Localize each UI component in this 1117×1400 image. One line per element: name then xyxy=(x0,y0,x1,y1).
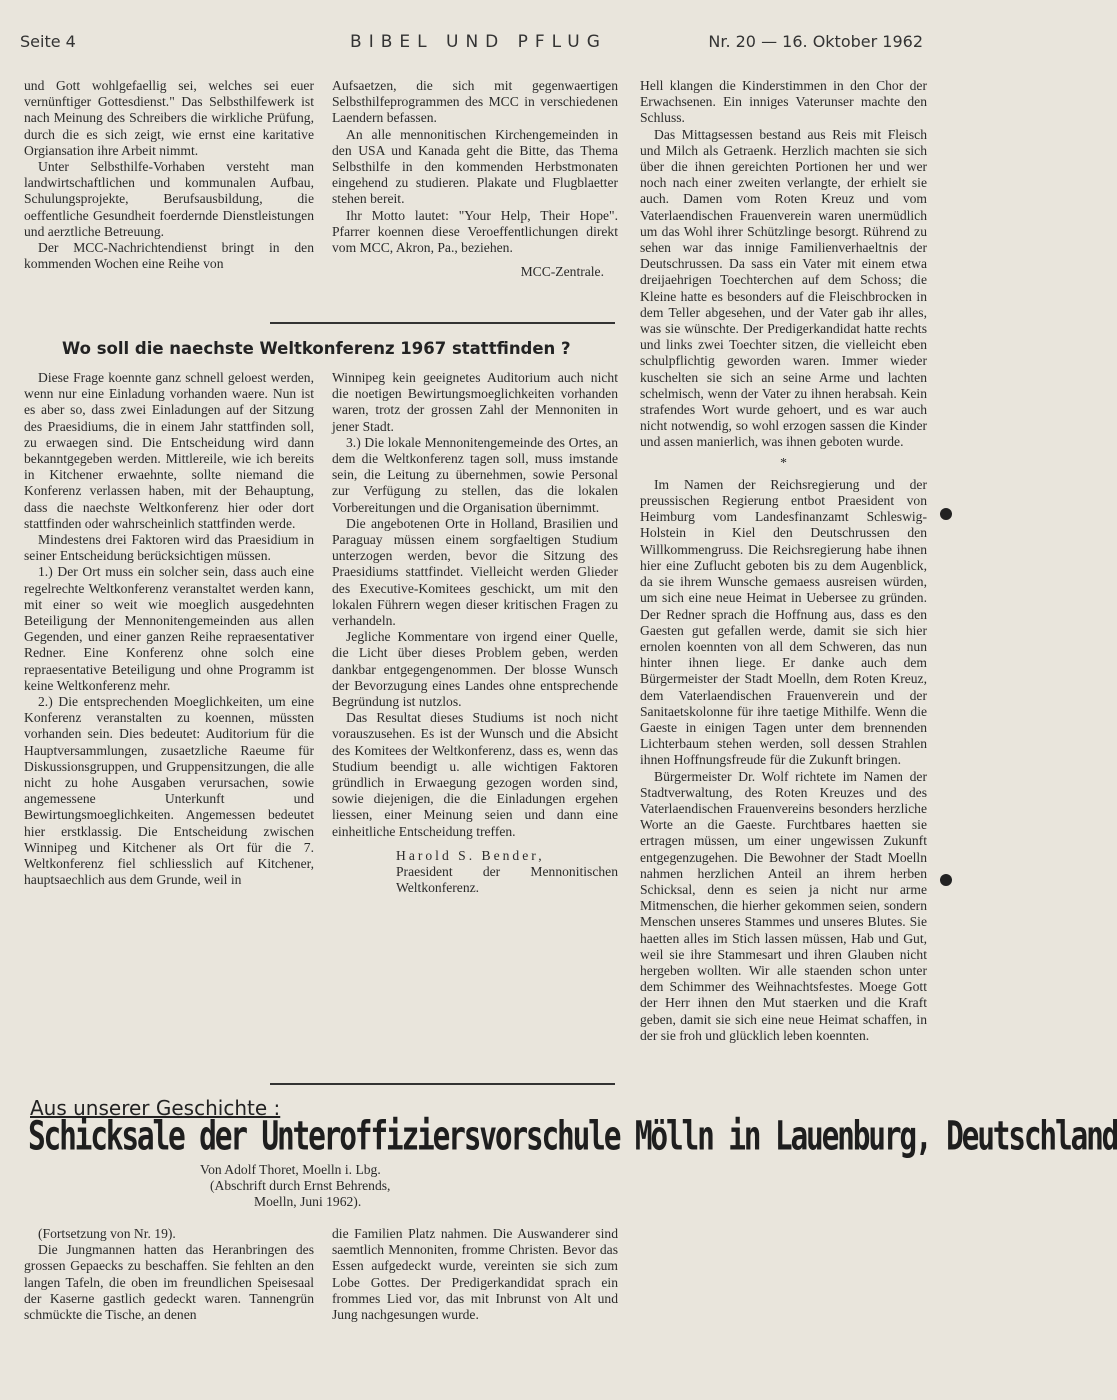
paragraph: Winnipeg kein geeignetes Auditorium auch nicht die noetigen Bewirtungsmoeglichkeiten vorhanden waren, trotz der grossen Zahl der Mennoniten in jener Stadt. xyxy=(332,370,618,434)
page-number: Seite 4 xyxy=(20,32,76,51)
article2-column-1 xyxy=(24,1226,314,1323)
right-column xyxy=(640,78,927,1044)
byline-line: Moelln, Juni 1962). xyxy=(254,1194,362,1209)
paragraph: Die Jungmannen hatten das Heranbringen des grossen Gepaecks zu beschaffen. Sie fehlten an den langen Tafeln, die oben im freundlichen Speisesaal der Kaserne gastlich gedeckt waren. Tannengrün schmückte die Tische, an denen xyxy=(24,1242,314,1323)
paragraph: Aufsaetzen, die sich mit gegenwaertigen Selbsthilfeprogrammen des MCC in verschiedenen Laendern befassen. xyxy=(332,78,618,126)
paragraph: (Fortsetzung von Nr. 19). xyxy=(38,1226,176,1241)
paragraph: Jegliche Kommentare von irgend einer Quelle, die Licht über dieses Problem geben, werden dankbar entgegengenommen. Der blosse Wunsch der Bevorzugung eines Landes ohne entsprechende Begründung ist nutzlos. xyxy=(332,629,618,710)
issue-date: Nr. 20 — 16. Oktober 1962 xyxy=(708,32,923,51)
paragraph: Bürgermeister Dr. Wolf richtete im Namen der Stadtverwaltung, des Roten Kreuzes und des Vaterlaendischen Frauenvereins besonders herzliche Worte an die Gaeste. Furchtbares haetten sie ertragen müssen, um einer ungewissen Zukunft entgegenzugehen. Die Bewohner der Stadt Moelln nahmen herzlichen Anteil an ihrem herben Schicksal, denn es seien ja nicht nur arme Mitmenschen, die hierher gekommen seien, sondern Menschen unseres Stammes und unseres Blutes. Sie haetten alles im Stich lassen müssen, Hab und Gut, weil sie ihre Stammesart und ihren Glauben nicht hergeben wollten. Wir alle staenden schon unter dem Schimmer des Weihnachtsfestes. Moege Gott der Herr ihnen den Mut staerken und die Kraft geben, damit sie sich eine neue Heimat schaffen, in der sie froh und glücklich leben koennten. xyxy=(640,768,927,1043)
paragraph: Unter Selbsthilfe-Vorhaben versteht man landwirtschaftlichen und kommunalen Aufbau, Schulungsprojekte, Berufsausbildung, die oeffentliche Gesundheit foerdernde Dienstleistungen und aerztliche Betreuung. xyxy=(24,159,314,239)
divider xyxy=(270,322,615,324)
top-column-1 xyxy=(24,78,314,272)
article1-column-2 xyxy=(332,370,618,897)
paragraph: Diese Frage koennte ganz schnell geloest werden, wenn nur eine Einladung vorhanden waere. Nun ist es aber so, dass zwei Einladungen auf der Sitzung des Praesidiums, die in einem Jahr stattfinden soll, zu erwaegen sind. Die Entscheidung wird dann bekanntgegeben werden. Mittlereile, wie ich bereits in Kitchener erwaehnte, sollte niemand die Konferenz verlassen haben, mit der Behauptung, dass die naechste Weltkonferenz hier oder dort stattfinden oder wahrscheinlich stattfinden werde. xyxy=(24,370,314,531)
paragraph: Das Resultat dieses Studiums ist noch nicht vorauszusehen. Es ist der Wunsch und die Absicht des Komitees der Weltkonferenz, dass es, wenn das Studium beendigt u. alle wichtigen Faktoren gründlich in Erwaegung gezogen worden sind, sowie diejenigen, die die Einladungen ergehen liessen, einer Meinung seien und dann eine einheitliche Entscheidung treffen. xyxy=(332,710,618,839)
author-role: Praesident der Mennonitischen Weltkonferenz. xyxy=(396,864,618,896)
paragraph: 2.) Die entsprechenden Moeglichkeiten, um eine Konferenz veranstalten zu koennen, müssten vorhanden sein. Dies bedeutet: Auditorium für die Hauptversammlungen, zusaetzliche Raeume für Diskussionsgruppen, und Gruppensitzungen, die alle nicht zu hohe Ausgaben verursachen, sowie angemessene Unterkunft und Bewirtungsmoeglichkeiten. Angemessen bedeutet hier erstklassig. Die Entscheidung zwischen Winnipeg und Kitchener als Ort für die 7. Weltkonferenz fiel schliesslich auf Kitchener, hauptsaechlich aus dem Grunde, weil in xyxy=(24,694,314,888)
binding-hole xyxy=(940,508,952,520)
newspaper-title: BIBEL UND PFLUG xyxy=(350,32,607,52)
byline-line: (Abschrift durch Ernst Behrends, xyxy=(210,1178,391,1193)
paragraph: Die angebotenen Orte in Holland, Brasilien und Paraguay müssen einem sorgfaeltigen Studium unterzogen werden, bevor die Sitzung des Praesidiums stattfindet. Vielleicht werden Glieder des Executive-Komitees geschickt, um mit den lokalen Führern wegen dieser kritischen Fragen zu verhandeln. xyxy=(332,515,618,629)
paragraph: Mindestens drei Faktoren wird das Praesidium in seiner Entscheidung berücksichtigen müssen. xyxy=(24,532,314,564)
paragraph: 3.) Die lokale Mennonitengemeinde des Ortes, an dem die Weltkonferenz tagen soll, muss imstande sein, die Leitung zu übernehmen, sowie Personal zur Verfügung zu stellen, das die lokalen Vorbereitungen und die Organisation übernimmt. xyxy=(332,434,618,515)
divider xyxy=(270,1083,615,1085)
author-name: Harold S. Bender, xyxy=(396,847,545,863)
paragraph: Hell klangen die Kinderstimmen in den Chor der Erwachsenen. Ein inniges Vaterunser machte den Schluss. xyxy=(640,78,927,126)
paragraph: die Familien Platz nahmen. Die Auswanderer sind saemtlich Mennoniten, fromme Christen. Bevor das Essen aufgedeckt wurde, vereinten sie sich zum Lobe Gottes. Der Predigerkandidat sprach ein frommes Lied vor, das mit Inbrunst von Alt und Jung nachgesungen wurde. xyxy=(332,1226,618,1323)
byline xyxy=(200,1162,430,1210)
byline-line: Von Adolf Thoret, Moelln i. Lbg. xyxy=(200,1162,381,1177)
section-separator: * xyxy=(780,454,787,470)
article-headline: Schicksale der Unteroffiziersvorschule Mölln in Lauenburg, Deutschland xyxy=(28,1113,1117,1159)
paragraph: Der MCC-Nachrichtendienst bringt in den kommenden Wochen eine Reihe von xyxy=(24,240,314,272)
paragraph: und Gott wohlgefaellig sei, welches sei euer vernünftiger Gottesdienst." Das Selbsthilfewerk ist nach Meinung des Schreibers die wirkliche Prüfung, durch die es sich zeigt, wie ernst eine karitative Orgiansation ihre Arbeit nimmt. xyxy=(24,78,314,158)
top-column-2 xyxy=(332,78,618,280)
article2-column-2 xyxy=(332,1226,618,1323)
paragraph: 1.) Der Ort muss ein solcher sein, dass auch eine regelrechte Weltkonferenz veranstaltet werden kann, mit einer so weit wie moeglich ausgedehnten Beteiligung der Mennonitengemeinden aus allen Gegenden, und einer ganzen Reihe repraesentativer Redner. Eine Konferenz ohne solch eine repraesentative Beteiligung und ohne Programm ist keine Weltkonferenz mehr. xyxy=(24,564,314,693)
paragraph: Im Namen der Reichsregierung und der preussischen Regierung entbot Praesident von Heimburg vom Landesfinanzamt Schleswig-Holstein in Kiel den Deutschrussen den Willkommengruss. Die Reichsregierung habe ihnen hier eine Zuflucht geboten bis zu dem Augenblick, da sie ihrem Wunsche gemaess ausreisen würden, um sich eine neue Heimat in Uebersee zu gründen. Der Redner sprach die Hoffnung aus, dass es den Gaesten gut gefallen werde, damit sie sich hier ernolen koennten von all dem Schweren, das nun hinter ihnen liege. Er danke auch dem Bürgermeister der Stadt Moelln, dem Roten Kreuz, dem Vaterlaendischen Frauenverein und der Sanitaetskolonne für ihre taetige Mithilfe. Wenn die Gaeste in einigen Tagen unter dem brennenden Lichterbaum stehen werden, soll dessen Strahlen ihnen Hoffnungsfreude für die Zukunft bringen. xyxy=(640,476,927,768)
signature: MCC-Zentrale. xyxy=(520,264,604,280)
section-label: Aus unserer Geschichte : xyxy=(30,1096,281,1120)
paragraph: An alle mennonitischen Kirchengemeinden in den USA und Kanada geht die Bitte, das Thema Selbsthilfe in den kommenden Herbstmonaten eingehend zu studieren. Plakate und Flugblaetter stehen bereit. xyxy=(332,126,618,207)
paragraph: Ihr Motto lautet: "Your Help, Their Hope". Pfarrer koennen diese Veroeffentlichungen direkt vom MCC, Akron, Pa., beziehen. xyxy=(332,207,618,256)
binding-hole xyxy=(940,874,952,886)
article1-column-1 xyxy=(24,370,314,889)
article-title: Wo soll die naechste Weltkonferenz 1967 stattfinden ? xyxy=(62,339,571,358)
paragraph: Das Mittagsessen bestand aus Reis mit Fleisch und Milch als Getraenk. Herzlich machten sie sich über die ihnen gereichten Portionen her und wer noch nach einer zweiten verlangte, der erhielt sie auch. Damen vom Roten Kreuz und vom Vaterlaendischen Frauenverein waren unermüdlich um das Wohl ihrer Schützlinge besorgt. Rührend zu sehen war das innige Familienverhaeltnis der Deutschrussen. Da sass ein Vater mit einem etwa dreijaehrigen Toechterchen auf dem Schoss; die Kleine hatte es besonders auf die Fleischbrocken in dem Teller abgesehen, und der Vater gab ihr alles, was sie wünschte. Der Predigerkandidat hatte rechts und links zwei Toechter sitzen, die vielleicht eben schulpflichtig geworden waren. Immer wieder kuschelten sie sich an seine Arme und lachten schelmisch, wenn der Vater zu ihnen herabsah. Kein strafendes Wort wurde gehoert, und es war auch nicht notwendig, so wohl erzogen sassen die Kinder und assen manierlich, was ihnen geboten wurde. xyxy=(640,126,927,450)
